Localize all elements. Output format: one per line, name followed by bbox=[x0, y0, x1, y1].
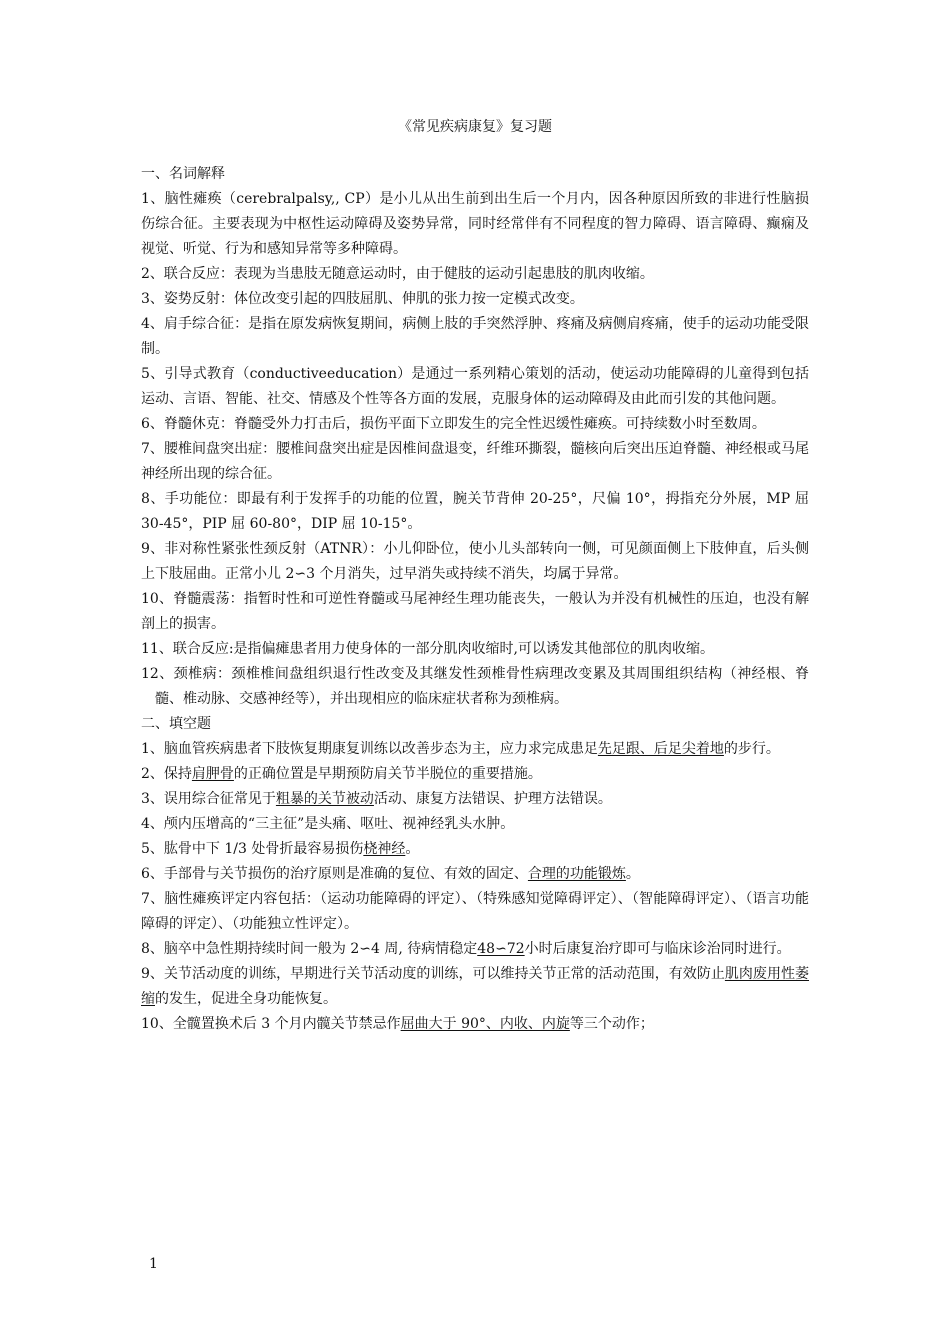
definition-item: 1、脑性瘫痪（cerebralpalsy,, CP）是小儿从出生前到出生后一个月内，因各种原因所致的非进行性脑损伤综合征。主要表现为中枢性运动障碍及姿势异常，同时经常伴有不同程度的智力障碍、语言障碍、癫痫及视觉、听觉、行为和感知异常等多种障碍。 bbox=[141, 191, 809, 257]
answer-underline: 桡神经 bbox=[363, 841, 406, 857]
definition-item: 12、颈椎病：颈椎椎间盘组织退行性改变及其继发性颈椎骨性病理改变累及其周围组织结构（神经根、脊髓、椎动脉、交感神经等），并出现相应的临床症状者称为颈椎病。 bbox=[141, 666, 809, 707]
fill-blank-item: 2、保持肩胛骨的正确位置是早期预防肩关节半脱位的重要措施。 bbox=[141, 766, 542, 782]
answer-underline: 肌肉废用性萎缩 bbox=[141, 966, 810, 1007]
answer-underline: 先足跟、后足尖着地 bbox=[597, 741, 724, 757]
answer-underline: 粗暴的关节被动 bbox=[275, 791, 374, 807]
definition-item: 5、引导式教育（conductiveeducation）是通过一系列精心策划的活动，使运动功能障碍的儿童得到包括运动、言语、智能、社交、情感及个性等各方面的发展，克服身体的运动障碍及由此而引发的其他问题。 bbox=[141, 366, 809, 407]
fill-blank-item: 9、关节活动度的训练，早期进行关节活动度的训练，可以维持关节正常的活动范围，有效防止肌肉废用性萎缩的发生，促进全身功能恢复。 bbox=[141, 966, 810, 1007]
fill-blank-item: 4、颅内压增高的“三主征”是头痛、呕吐、视神经乳头水肿。 bbox=[141, 816, 515, 832]
definition-item: 11、联合反应:是指偏瘫患者用力使身体的一部分肌肉收缩时,可以诱发其他部位的肌肉收缩。 bbox=[141, 641, 714, 657]
answer-underline: 合理的功能锻炼 bbox=[527, 866, 626, 882]
definition-item: 4、肩手综合征：是指在原发病恢复期间，病侧上肢的手突然浮肿、疼痛及病侧肩疼痛，使手的运动功能受限制。 bbox=[141, 316, 809, 357]
section-heading-definitions: 一、名词解释 bbox=[141, 166, 225, 182]
fill-blank-item: 5、肱骨中下 1/3 处骨折最容易损伤桡神经。 bbox=[141, 841, 420, 857]
answer-underline: 肩胛骨 bbox=[191, 766, 234, 782]
definition-item: 10、脊髓震荡：指暂时性和可逆性脊髓或马尾神经生理功能丧失，一般认为并没有机械性的压迫，也没有解剖上的损害。 bbox=[141, 591, 809, 632]
fill-blank-item: 7、脑性瘫痪评定内容包括：（运动功能障碍的评定）、（特殊感知觉障碍评定）、（智能障碍评定）、（语言功能障碍的评定）、（功能独立性评定）。 bbox=[141, 891, 809, 932]
fill-blank-item: 10、全髋置换术后 3 个月内髋关节禁忌作屈曲大于 90°、内收、内旋等三个动作； bbox=[141, 1016, 654, 1032]
document-title: 《常见疾病康复》复习题 bbox=[398, 119, 552, 135]
definition-item: 7、腰椎间盘突出症：腰椎间盘突出症是因椎间盘退变，纤维环撕裂，髓核向后突出压迫脊髓、神经根或马尾神经所出现的综合征。 bbox=[141, 441, 809, 482]
definition-item: 2、联合反应：表现为当患肢无随意运动时，由于健肢的运动引起患肢的肌肉收缩。 bbox=[141, 266, 654, 282]
answer-underline: 屈曲大于 90°、内收、内旋 bbox=[400, 1016, 570, 1032]
fill-blank-item: 8、脑卒中急性期持续时间一般为 2∽4 周, 待病情稳定48∽72小时后康复治疗即可与临床诊治同时进行。 bbox=[141, 941, 791, 957]
fill-blank-item: 1、脑血管疾病患者下肢恢复期康复训练以改善步态为主，应力求完成患足先足跟、后足尖着地的步行。 bbox=[141, 741, 780, 757]
fill-blank-item: 3、误用综合征常见于粗暴的关节被动活动、康复方法错误、护理方法错误。 bbox=[141, 791, 612, 807]
definition-item: 9、非对称性紧张性颈反射（ATNR）：小儿仰卧位，使小儿头部转向一侧，可见颜面侧上下肢伸直，后头侧上下肢屈曲。正常小儿 2∽3 个月消失，过早消失或持续不消失，均属于异常。 bbox=[141, 541, 809, 582]
definition-item: 3、姿势反射：体位改变引起的四肢屈肌、伸肌的张力按一定模式改变。 bbox=[141, 291, 584, 307]
definition-item: 6、脊髓休克：脊髓受外力打击后，损伤平面下立即发生的完全性迟缓性瘫痪。可持续数小时至数周。 bbox=[141, 416, 766, 432]
section-heading-fill-blank: 二、填空题 bbox=[141, 716, 211, 732]
document-body bbox=[141, 162, 809, 1037]
fill-blank-item: 6、手部骨与关节损伤的治疗原则是准确的复位、有效的固定、合理的功能锻炼。 bbox=[141, 866, 640, 882]
definition-item: 8、手功能位：即最有利于发挥手的功能的位置，腕关节背伸 20-25°，尺偏 10°，拇指充分外展，MP 屈 30-45°，PIP 屈 60-80°，DIP 屈 10-15°。 bbox=[141, 491, 809, 532]
answer-underline: 48∽72 bbox=[477, 941, 525, 957]
page-number: 1 bbox=[149, 1256, 158, 1272]
